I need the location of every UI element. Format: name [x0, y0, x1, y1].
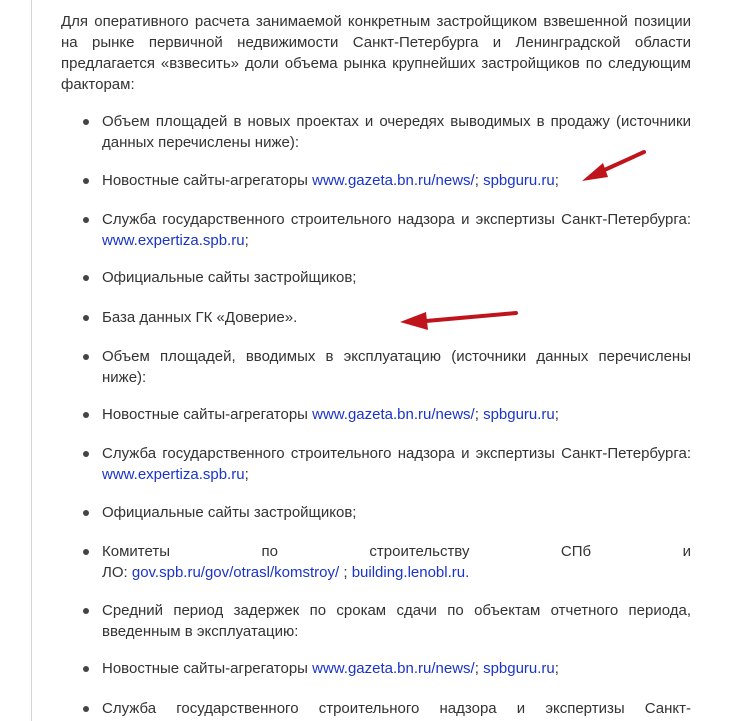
bullet — [83, 706, 89, 712]
red-arrow-2-icon — [392, 305, 524, 333]
list-item-text-line1: Комитеты по строительству СПб и — [102, 543, 691, 560]
list-item — [83, 307, 691, 328]
item-prefix: Новостные сайты-агрегаторы — [102, 172, 313, 189]
list-item — [83, 267, 691, 288]
expertiza-link[interactable]: www.expertiza.spb.ru — [102, 232, 245, 249]
bullet — [83, 119, 89, 125]
intro-paragraph: Для оперативного расчета занимаемой конкретным застройщиком взвешенной позиции на рынке первичной недвижимости Санкт-Петербурга и Ленинградской области предлагается «взвесить» доли объема рынка крупнейших застройщиков по следующим факторам: — [61, 13, 691, 93]
item-suffix: ; — [244, 232, 249, 249]
item-suffix: ; — [554, 660, 559, 677]
item-suffix: ; — [244, 466, 249, 483]
komstroy-link[interactable]: gov.spb.ru/gov/otrasl/komstroy/ — [131, 564, 340, 581]
list-item — [83, 698, 691, 719]
list-item-text — [102, 443, 691, 485]
item-prefix: Новостные сайты-агрегаторы — [102, 660, 313, 677]
gazeta-link[interactable]: www.gazeta.bn.ru/news/ — [312, 406, 475, 423]
list-item — [83, 404, 691, 425]
separator: ; — [474, 660, 484, 677]
item-prefix: Служба государственного строительного надзора и экспертизы Санкт-Петербурга: — [102, 211, 691, 228]
separator: ; — [474, 406, 484, 423]
bullet — [83, 666, 89, 672]
page-left-border — [31, 0, 32, 721]
expertiza-link[interactable]: www.expertiza.spb.ru — [102, 466, 245, 483]
spbguru-link[interactable]: spbguru.ru — [483, 660, 555, 677]
list-item-text — [102, 404, 691, 425]
list-item-text: Официальные сайты застройщиков; — [102, 504, 357, 521]
bullet — [83, 275, 89, 281]
bullet — [83, 315, 89, 321]
bullet — [83, 451, 89, 457]
list-item-text-line2 — [102, 562, 691, 583]
red-arrow-1-icon — [570, 145, 655, 190]
bullet — [83, 412, 89, 418]
list-item-text: Средний период задержек по срокам сдачи по объектам отчетного периода, введенным в эксплуатацию: — [102, 602, 691, 640]
gazeta-link[interactable]: www.gazeta.bn.ru/news/ — [312, 660, 475, 677]
bullet — [83, 549, 89, 555]
spbguru-link[interactable]: spbguru.ru — [483, 172, 555, 189]
gazeta-link[interactable]: www.gazeta.bn.ru/news/ — [312, 172, 475, 189]
item-prefix: ЛО: — [102, 564, 132, 581]
separator: ; — [339, 564, 352, 581]
list-item — [83, 209, 691, 251]
item-prefix: Новостные сайты-агрегаторы — [102, 406, 313, 423]
list-item — [83, 600, 691, 642]
item-prefix: Служба государственного строительного надзора и экспертизы Санкт-Петербурга: — [102, 445, 691, 462]
list-item-text: Официальные сайты застройщиков; — [102, 269, 357, 286]
list-item — [83, 346, 691, 388]
bullet — [83, 354, 89, 360]
bullet — [83, 608, 89, 614]
item-suffix: ; — [554, 172, 559, 189]
list-item-text: Служба государственного строительного надзора и экспертизы Санкт- — [102, 700, 691, 717]
separator: ; — [474, 172, 484, 189]
list-item — [83, 658, 691, 679]
item-suffix: ; — [554, 406, 559, 423]
list-item-text: База данных ГК «Доверие». — [102, 309, 298, 326]
bullet — [83, 217, 89, 223]
lenobl-link[interactable]: building.lenobl.ru. — [351, 564, 470, 581]
list-item-text — [102, 209, 691, 251]
list-item-text — [102, 658, 691, 679]
list-item — [83, 541, 691, 583]
bullet — [83, 178, 89, 184]
list-item — [83, 502, 691, 523]
list-item — [83, 443, 691, 485]
list-item-text: Объем площадей, вводимых в эксплуатацию (источники данных перечислены ниже): — [102, 348, 691, 386]
list-item-text: Объем площадей в новых проектах и очередях выводимых в продажу (источники данных перечислены ниже): — [102, 113, 691, 151]
bullet — [83, 510, 89, 516]
spbguru-link[interactable]: spbguru.ru — [483, 406, 555, 423]
